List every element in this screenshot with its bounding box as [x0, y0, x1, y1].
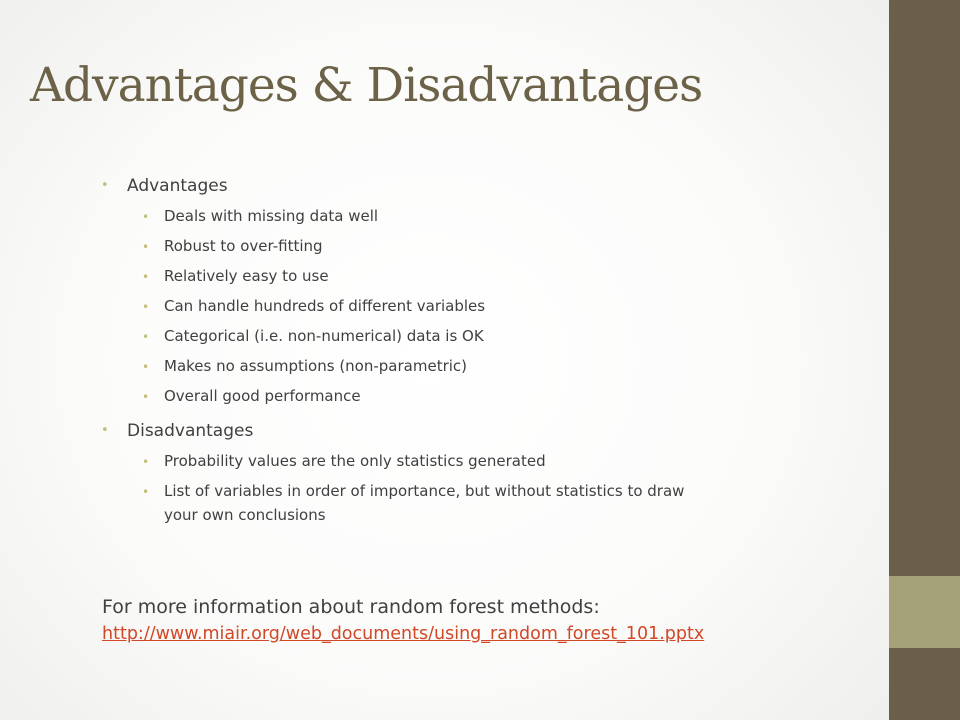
- section-heading-disadvantages: Disadvantages: [127, 421, 254, 441]
- bullet-icon: •: [142, 485, 150, 499]
- sidebar-decoration-bottom: [889, 648, 960, 720]
- list-item: List of variables in order of importance, but without statistics to draw: [164, 482, 685, 500]
- list-item: Categorical (i.e. non-numerical) data is OK: [164, 327, 484, 345]
- list-item: Can handle hundreds of different variables: [164, 297, 486, 315]
- sidebar-decoration-middle: [889, 576, 960, 648]
- list-item: Probability values are the only statistics generated: [164, 452, 546, 470]
- bullet-icon: •: [142, 390, 150, 404]
- reference-link[interactable]: http://www.miair.org/web_documents/using_random_forest_101.pptx: [102, 624, 705, 644]
- bullet-icon: •: [101, 178, 109, 193]
- sidebar-decoration-top: [889, 0, 960, 576]
- list-item: Relatively easy to use: [164, 267, 329, 285]
- list-item: Overall good performance: [164, 387, 361, 405]
- list-item: Makes no assumptions (non-parametric): [164, 357, 468, 375]
- bullet-icon: •: [101, 423, 109, 438]
- info-text: For more information about random forest methods:: [102, 596, 600, 618]
- bullet-icon: •: [142, 270, 150, 284]
- section-heading-advantages: Advantages: [127, 176, 228, 196]
- bullet-icon: •: [142, 330, 150, 344]
- bullet-icon: •: [142, 210, 150, 224]
- bullet-icon: •: [142, 455, 150, 469]
- list-item-continuation: your own conclusions: [164, 506, 326, 524]
- list-item: Deals with missing data well: [164, 207, 379, 225]
- list-item: Robust to over-fitting: [164, 237, 323, 255]
- slide-title: Advantages & Disadvantages: [30, 58, 703, 113]
- bullet-icon: •: [142, 240, 150, 254]
- bullet-icon: •: [142, 360, 150, 374]
- bullet-icon: •: [142, 300, 150, 314]
